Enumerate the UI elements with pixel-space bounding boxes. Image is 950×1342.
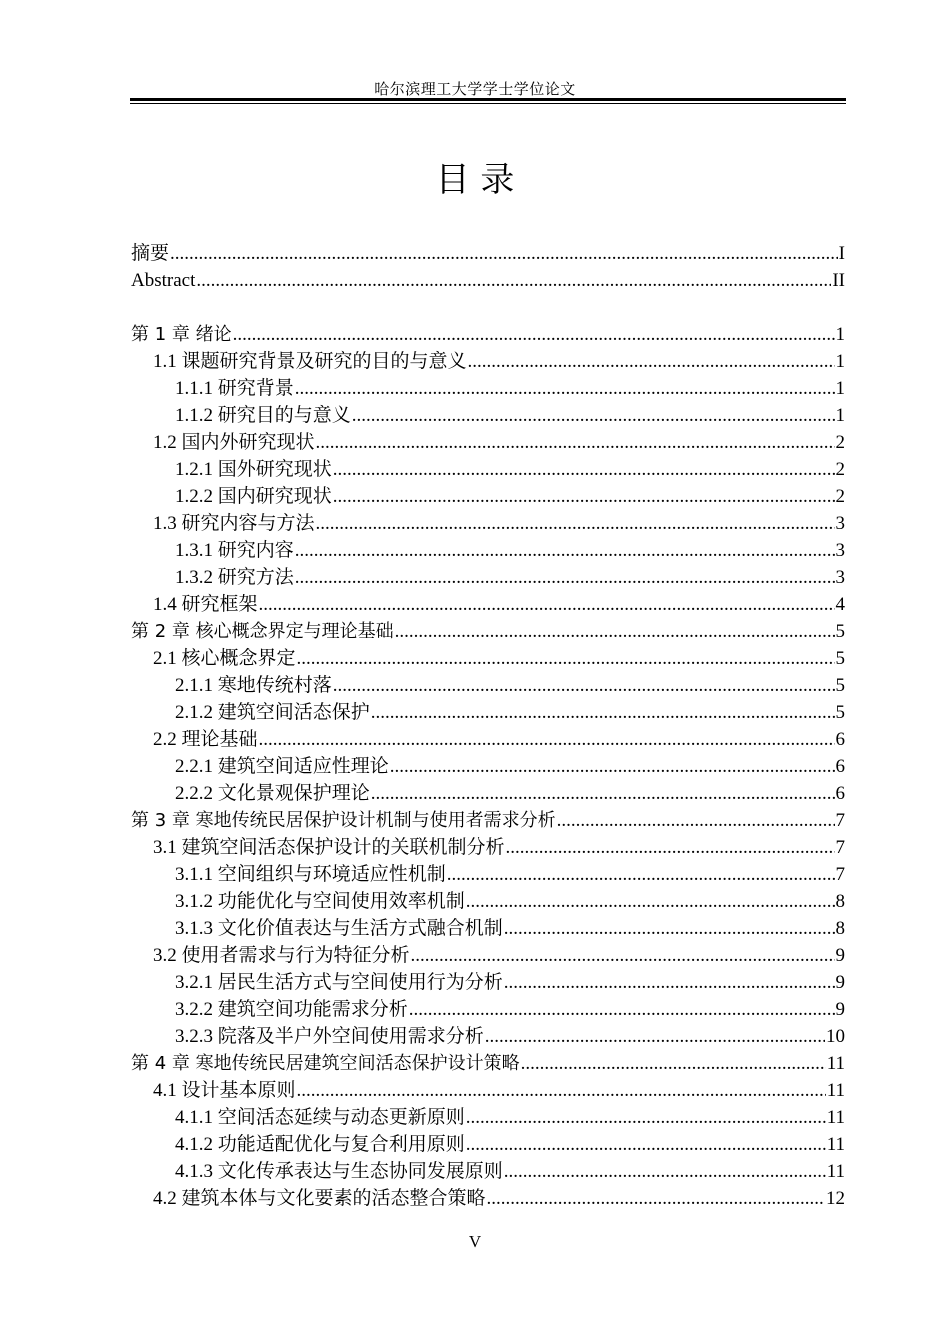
toc-entry-page: II [832, 270, 845, 291]
toc-entry-label: 2.1 核心概念界定 [153, 648, 296, 669]
toc-dot-leader [316, 510, 835, 537]
toc-entry-page: 8 [835, 918, 845, 939]
header-rule-thin [130, 103, 846, 104]
toc-dot-leader [170, 240, 838, 267]
header-rule-thick [130, 98, 846, 101]
toc-dot-leader [521, 1050, 826, 1077]
toc-entry[interactable] [131, 861, 845, 888]
toc-entry-page: 5 [835, 702, 845, 723]
toc-entry-label: 4.1 设计基本原则 [153, 1080, 296, 1101]
toc-entry-page: 3 [835, 540, 845, 561]
toc-entry-page: 5 [835, 675, 845, 696]
toc-entry-label: 1.3.1 研究内容 [175, 540, 294, 561]
toc-entry-label: 3.1.2 功能优化与空间使用效率机制 [175, 891, 465, 912]
toc-entry-page: 1 [835, 405, 845, 426]
toc-dot-leader [333, 672, 835, 699]
toc-dot-leader [504, 915, 835, 942]
toc-dot-leader [316, 429, 835, 456]
toc-entry[interactable] [131, 429, 845, 456]
toc-entry-page: 3 [835, 567, 845, 588]
toc-entry-page: 9 [835, 945, 845, 966]
toc-entry[interactable] [131, 537, 845, 564]
toc-dot-leader [352, 402, 835, 429]
toc-dot-leader [295, 564, 835, 591]
toc-entry[interactable] [131, 834, 845, 861]
toc-dot-leader [259, 591, 835, 618]
toc-dot-leader [411, 942, 835, 969]
toc-entry-page: 1 [835, 351, 845, 372]
toc-entry-page: 9 [835, 999, 845, 1020]
toc-entry-label: 1.3.2 研究方法 [175, 567, 294, 588]
toc-entry-label: 2.2 理论基础 [153, 729, 258, 750]
toc-title: 目 录 [435, 160, 515, 200]
toc-entry-label: 1.2.1 国外研究现状 [175, 459, 332, 480]
toc-entry[interactable] [131, 1185, 845, 1212]
toc-dot-leader [506, 834, 835, 861]
toc-entry-page: 11 [826, 1080, 845, 1101]
toc-dot-leader [295, 375, 835, 402]
toc-entry-page: 7 [835, 837, 845, 858]
toc-dot-leader [487, 1185, 825, 1212]
toc-entry-page: 9 [835, 972, 845, 993]
toc-dot-leader [466, 1104, 826, 1131]
toc-entry-label: 3.1 建筑空间活态保护设计的关联机制分析 [153, 837, 505, 858]
toc-dot-leader [233, 321, 835, 348]
footer-page-number: V [468, 1232, 482, 1251]
toc-entry-page: 2 [835, 459, 845, 480]
toc-entry[interactable] [131, 1077, 845, 1104]
toc-entry[interactable] [131, 699, 845, 726]
toc-entry-label: Abstract [131, 270, 196, 291]
toc-entry-page: 6 [835, 729, 845, 750]
toc-entry[interactable] [131, 483, 845, 510]
toc-entry-label: 2.1.1 寒地传统村落 [175, 675, 332, 696]
toc-entry-page: 8 [835, 891, 845, 912]
toc-entry[interactable] [131, 726, 845, 753]
toc-entry[interactable] [131, 1023, 845, 1050]
toc-entry-page: I [838, 243, 845, 264]
toc-entry[interactable] [131, 240, 845, 267]
toc-entry-page: 2 [835, 432, 845, 453]
header-title: 哈尔滨理工大学学士学位论文 [374, 82, 576, 98]
toc-entry[interactable] [131, 348, 845, 375]
toc-entry[interactable] [131, 645, 845, 672]
table-of-contents [131, 240, 845, 1212]
toc-entry-page: 3 [835, 513, 845, 534]
toc-dot-leader [297, 1077, 826, 1104]
toc-entry-label: 第 1 章 绪论 [131, 324, 232, 345]
toc-entry-page: 11 [826, 1053, 845, 1074]
toc-entry-label: 第 3 章 寒地传统民居保护设计机制与使用者需求分析 [131, 810, 556, 831]
toc-entry-label: 1.1.1 研究背景 [175, 378, 294, 399]
toc-entry-page: 1 [835, 378, 845, 399]
toc-entry-page: 11 [826, 1161, 845, 1182]
toc-chapter-entry[interactable] [131, 321, 845, 348]
toc-entry[interactable] [131, 996, 845, 1023]
toc-entry[interactable] [131, 1158, 845, 1185]
toc-entry[interactable] [131, 510, 845, 537]
toc-entry-page: 12 [826, 1188, 845, 1209]
toc-entry-page: 6 [835, 756, 845, 777]
toc-entry[interactable] [131, 969, 845, 996]
toc-entry[interactable] [131, 402, 845, 429]
toc-entry[interactable] [131, 888, 845, 915]
toc-entry-page: 6 [835, 783, 845, 804]
toc-dot-leader [409, 996, 835, 1023]
toc-entry[interactable] [131, 780, 845, 807]
toc-entry-label: 第 4 章 寒地传统民居建筑空间活态保护设计策略 [131, 1053, 520, 1074]
toc-dot-leader [466, 888, 835, 915]
toc-entry-label: 1.4 研究框架 [153, 594, 258, 615]
toc-dot-leader [557, 807, 835, 834]
toc-dot-leader [468, 348, 835, 375]
toc-entry-page: 1 [835, 324, 845, 345]
toc-entry-page: 11 [826, 1107, 845, 1128]
toc-entry-label: 3.1.1 空间组织与环境适应性机制 [175, 864, 446, 885]
toc-entry-label: 4.1.2 功能适配优化与复合利用原则 [175, 1134, 465, 1155]
toc-chapter-entry[interactable] [131, 1050, 845, 1077]
toc-entry-label: 4.1.1 空间活态延续与动态更新原则 [175, 1107, 465, 1128]
toc-entry-label: 4.1.3 文化传承表达与生态协同发展原则 [175, 1161, 503, 1182]
toc-entry[interactable] [131, 564, 845, 591]
toc-entry-label: 1.2.2 国内研究现状 [175, 486, 332, 507]
toc-entry-page: 11 [826, 1134, 845, 1155]
toc-dot-leader [196, 267, 831, 294]
toc-entry[interactable] [131, 1104, 845, 1131]
toc-dot-leader [395, 618, 835, 645]
toc-entry-page: 2 [835, 486, 845, 507]
toc-entry-page: 4 [835, 594, 845, 615]
toc-entry[interactable] [131, 267, 845, 294]
toc-dot-leader [333, 483, 835, 510]
toc-entry-label: 1.1.2 研究目的与意义 [175, 405, 351, 426]
toc-entry[interactable] [131, 753, 845, 780]
toc-entry[interactable] [131, 915, 845, 942]
toc-entry-label: 3.2.2 建筑空间功能需求分析 [175, 999, 408, 1020]
toc-entry-page: 5 [835, 648, 845, 669]
toc-chapter-entry[interactable] [131, 807, 845, 834]
toc-dot-leader [333, 456, 835, 483]
toc-entry-label: 3.2.3 院落及半户外空间使用需求分析 [175, 1026, 484, 1047]
toc-entry-label: 第 2 章 核心概念界定与理论基础 [131, 621, 394, 642]
toc-entry-label: 1.1 课题研究背景及研究的目的与意义 [153, 351, 467, 372]
toc-entry-label: 2.2.2 文化景观保护理论 [175, 783, 370, 804]
toc-entry-label: 2.1.2 建筑空间活态保护 [175, 702, 370, 723]
toc-entry[interactable] [131, 375, 845, 402]
toc-entry-label: 1.3 研究内容与方法 [153, 513, 315, 534]
toc-chapter-entry[interactable] [131, 618, 845, 645]
toc-entry[interactable] [131, 942, 845, 969]
toc-entry[interactable] [131, 591, 845, 618]
toc-dot-leader [504, 1158, 826, 1185]
toc-entry-page: 10 [826, 1026, 845, 1047]
toc-entry-label: 摘要 [131, 243, 170, 264]
toc-entry[interactable] [131, 1131, 845, 1158]
toc-dot-leader [504, 969, 835, 996]
toc-dot-leader [297, 645, 835, 672]
toc-entry[interactable] [131, 456, 845, 483]
toc-dot-leader [390, 753, 835, 780]
toc-entry-label: 1.2 国内外研究现状 [153, 432, 315, 453]
toc-entry-page: 7 [835, 864, 845, 885]
toc-dot-leader [259, 726, 835, 753]
toc-dot-leader [485, 1023, 825, 1050]
toc-entry-page: 7 [835, 810, 845, 831]
toc-entry-label: 3.2 使用者需求与行为特征分析 [153, 945, 410, 966]
toc-dot-leader [371, 699, 835, 726]
toc-entry-label: 4.2 建筑本体与文化要素的活态整合策略 [153, 1188, 486, 1209]
toc-entry[interactable] [131, 672, 845, 699]
toc-dot-leader [466, 1131, 826, 1158]
toc-entry-label: 3.1.3 文化价值表达与生活方式融合机制 [175, 918, 503, 939]
toc-entry-page: 5 [835, 621, 845, 642]
toc-dot-leader [371, 780, 835, 807]
toc-dot-leader [447, 861, 835, 888]
toc-entry-label: 2.2.1 建筑空间适应性理论 [175, 756, 389, 777]
toc-entry-label: 3.2.1 居民生活方式与空间使用行为分析 [175, 972, 503, 993]
toc-dot-leader [295, 537, 835, 564]
